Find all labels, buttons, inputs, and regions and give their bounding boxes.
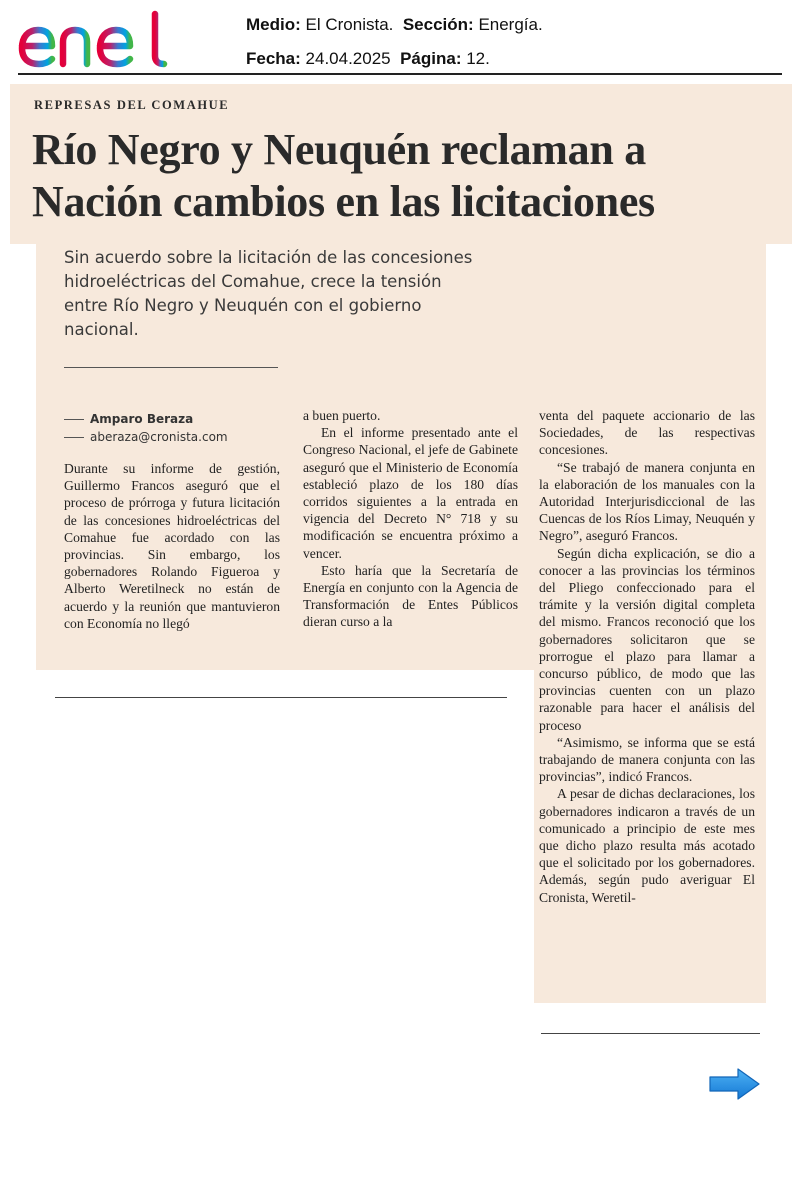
meta-line-2 [246,42,543,76]
header-divider [18,73,782,75]
medio-value: El Cronista. [305,15,394,34]
article-kicker: REPRESAS DEL COMAHUE [34,98,230,112]
column-paragraph: Según dicha explicación, se dio a conocer a las provincias los términos del Pliego confeccionado para el trámite y la versión digital completa del mismo. Francos reconoció que los gobernadores solicitaron que se prorrogue el plazo para llamar a concurso público, de modo que las provincias cuenten con un plazo razonable para hacer el análisis del proceso [539,545,755,733]
column-paragraph: Esto haría que la Secretaría de Energía en conjunto con la Agencia de Transformación de Entes Públicos dieran curso a la [303,562,518,630]
medio-label: Medio: [246,15,301,34]
deck-divider [64,367,278,368]
byline [64,410,228,446]
headline-line-1: Río Negro y Neuquén reclaman a [32,125,646,174]
column-paragraph: Durante su informe de gestión, Guillermo Francos aseguró que el proceso de prórroga y futura licitación de las concesiones hidroeléctricas del Comahue fue acordado con las provincias. Sin embargo, los gobernadores Rolando Figueroa y Alberto Weretilneck no están de acuerdo y la reunión que mantuvieron con Economía no llegó [64,461,280,631]
headline-line-2: Nación cambios en las licitaciones [32,177,655,226]
byline-dash [64,419,84,420]
press-meta [246,8,543,76]
column-paragraph: En el informe presentado ante el Congreso Nacional, el jefe de Gabinete aseguró que el Ministerio de Economía estableció plazo de los 180 días corridos siguientes a la entrada en vigencia del Decreto N° 718 y su modificación se encuentra próximo a vencer. [303,425,518,561]
byline-dash [64,437,84,438]
author-email: aberaza@cronista.com [90,430,228,444]
author-name: Amparo Beraza [90,412,194,426]
column-paragraph: venta del paquete accionario de las Sociedades, de las respectivas concesiones. [539,408,755,458]
article-deck: Sin acuerdo sobre la licitación de las concesiones hidroeléctricas del Comahue, crece la tensión entre Río Negro y Neuquén con el gobierno nacional. [64,248,473,339]
meta-line-1 [246,8,543,42]
column-paragraph: “Se trabajó de manera conjunta en la elaboración de los manuales con la Autoridad Interjurisdiccional de las Cuencas de los Ríos Limay, Neuquén y Negro”, aseguró Francos. [539,459,755,544]
column-end-rule [55,697,507,698]
fecha-label: Fecha: [246,49,301,68]
fecha-value: 24.04.2025 [305,49,391,68]
article-headline [32,124,782,228]
article-column-1 [64,460,280,632]
pagina-value: 12. [466,49,490,68]
column-end-rule [541,1033,760,1034]
column-paragraph: A pesar de dichas declaraciones, los gobernadores indicaron a través de un comunicado a principio de este mes que dicho plazo resulta más acotado que el solicitado por los gobernadores. Además, según pudo averiguar El Cronista, Weretil- [539,786,755,905]
article-column-3 [539,407,755,906]
column-paragraph: “Asimismo, se informa que se está trabajando de manera conjunta con las provincias”, indicó Francos. [539,734,755,785]
article-column-2 [303,407,518,631]
column-paragraph: a buen puerto. [303,408,381,423]
seccion-value: Energía. [478,15,543,34]
seccion-label: Sección: [402,15,474,34]
arrow-right-icon[interactable] [706,1066,762,1102]
enel-logo [18,8,178,72]
pagina-label: Página: [400,49,462,68]
